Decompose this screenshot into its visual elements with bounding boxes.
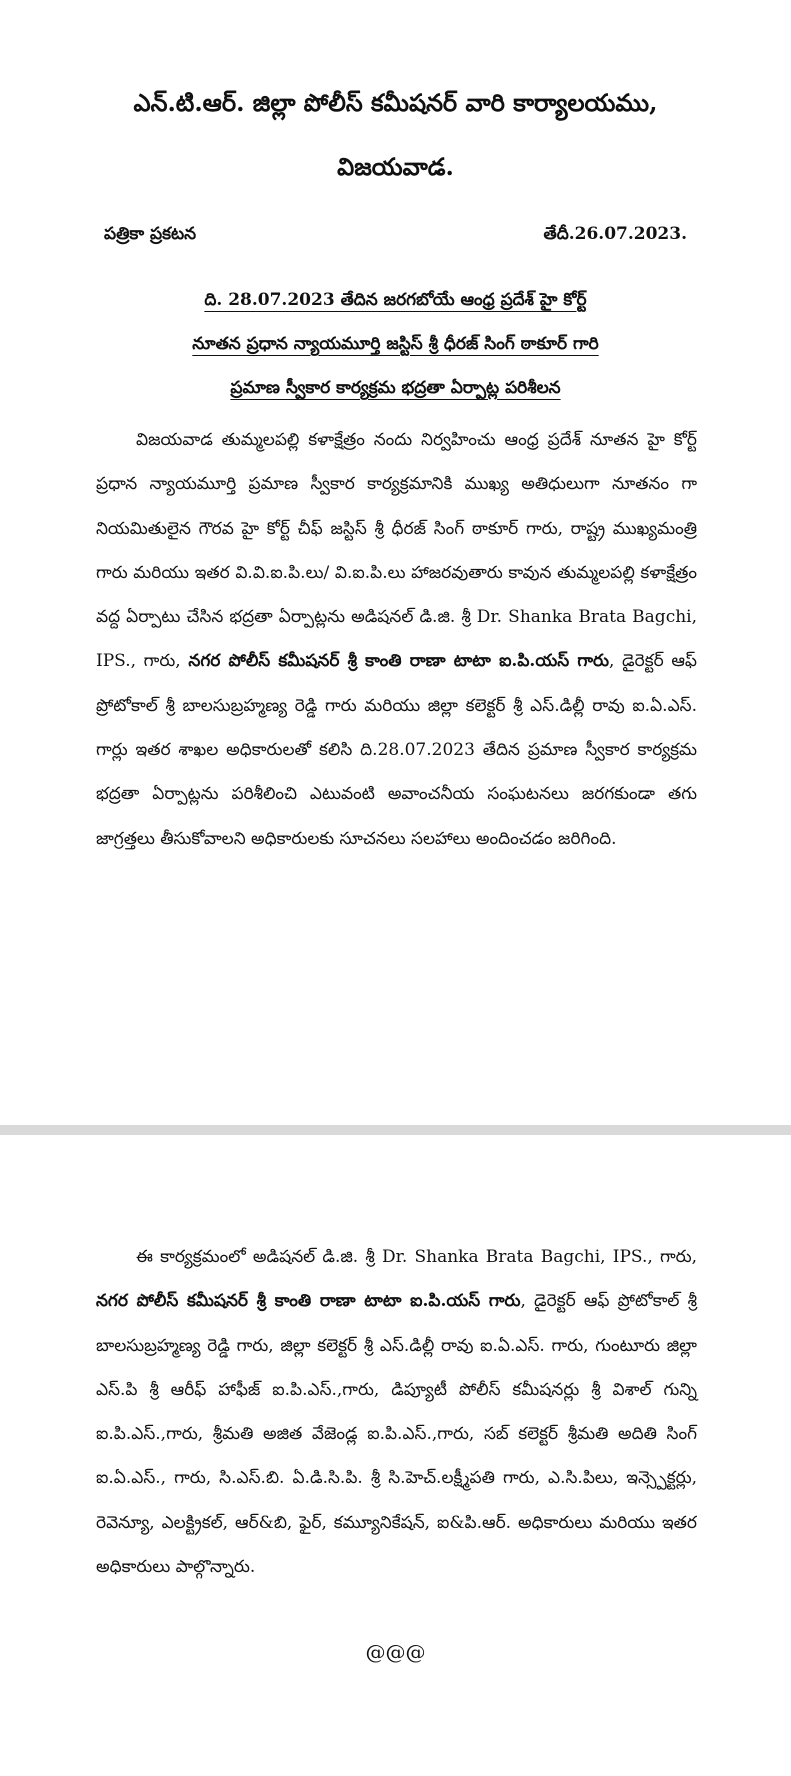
office-city: విజయవాడ. <box>337 152 454 181</box>
press-release-label: పత్రికా ప్రకటన <box>104 224 197 244</box>
paragraph-1-commissioner-bold: నగర పోలీస్ కమీషనర్ శ్రీ కాంతి రాణా టాటా ఐ.పి.యస్ గారు <box>188 651 609 672</box>
body-paragraph-1 <box>96 418 697 861</box>
body-paragraph-2 <box>96 1235 697 1589</box>
paragraph-2-text-a: ఈ కార్యక్రమంలో అడిషనల్ డి.జి. శ్రీ Dr. Shanka Brata Bagchi, IPS., గారు, <box>136 1247 697 1267</box>
subject-line-3: ప్రమాణ స్వీకార కార్యక్రమ భద్రతా ఏర్పాట్ల పరిశీలన <box>230 378 561 398</box>
document-page-2 <box>0 1135 791 1776</box>
office-title: ఎన్.టి.ఆర్. జిల్లా పోలీస్ కమీషనర్ వారి కార్యాలయము, <box>133 88 658 117</box>
subject-line-2: నూతన ప్రధాన న్యాయమూర్తి జస్టిస్ శ్రీ ధీరజ్ సింగ్ ఠాకూర్ గారి <box>192 334 599 354</box>
paragraph-1-text-b: , డైరెక్టర్ ఆఫ్ ప్రోటోకాల్ శ్రీ బాలసుబ్రహ్మణ్య రెడ్డి గారు మరియు జిల్లా కలెక్టర్ శ్రీ ఎస్.డిల్లీ రావు ఐ.ఏ.ఎస్. గార్లు ఇతర శాఖల అధికారులతో కలిసి ది.28.07.2023 తేదిన ప్రమాణ స్వీకార కార్యక్రమ భద్రతా ఏర్పాట్లను పరిశీలించి ఎటువంటి అవాంచనీయ సంఘటనలు జరగకుండా తగు జాగ్రత్తలు తీసుకోవాలని అధికారులకు సూచనలు సలహాలు అందించడం జరిగింది. <box>96 651 697 849</box>
paragraph-1-text-a: విజయవాడ తుమ్మలపల్లి కళాక్షేత్రం నందు నిర్వహించు ఆంధ్ర ప్రదేశ్ నూతన హై కోర్ట్ ప్రధాన న్యాయమూర్తి ప్రమాణ స్వీకార కార్యక్రమానికి ముఖ్య అతిధులుగా నూతనం గా నియమితులైన గౌరవ హై కోర్ట్ చీఫ్ జస్టిస్ శ్రీ ధీరజ్ సింగ్ ఠాకూర్ గారు, రాష్ట్ర ముఖ్యమంత్రి గారు మరియు ఇతర వి.వి.ఐ.పి.లు/ వి.ఐ.పి.లు హాజరవుతారు కావున తుమ్మలపల్లి కళాక్షేత్రం వద్ద ఏర్పాటు చేసిన భద్రతా ఏర్పాట్లను అడిషనల్ డి.జి. శ్రీ Dr. Shanka Brata Bagchi, IPS., గారు, <box>96 430 697 672</box>
subject-line-1: ది. 28.07.2023 తేదిన జరగబోయే ఆంధ్ర ప్రదేశ్ హై కోర్ట్ <box>204 290 587 310</box>
paragraph-2-commissioner-bold: నగర పోలీస్ కమీషనర్ శ్రీ కాంతి రాణా టాటా ఐ.పి.యస్ గారు <box>96 1291 521 1312</box>
release-date: తేదీ.26.07.2023. <box>543 224 687 244</box>
subject-block <box>0 278 791 410</box>
paragraph-2-text-b: , డైరెక్టర్ ఆఫ్ ప్రోటోకాల్ శ్రీ బాలసుబ్రహ్మణ్య రెడ్డి గారు, జిల్లా కలెక్టర్ శ్రీ ఎస్.డిల్లీ రావు ఐ.ఏ.ఎస్. గారు, గుంటూరు జిల్లా ఎస్.పి శ్రీ ఆరీఫ్ హాఫీజ్ ఐ.పి.ఎస్.,గారు, డిప్యూటీ పోలీస్ కమీషనర్లు శ్రీ విశాల్ గున్ని ఐ.పి.ఎస్.,గారు, శ్రీమతి అజిత వేజెండ్ల ఐ.పి.ఎస్.,గారు, సబ్ కలెక్టర్ శ్రీమతి అదితి సింగ్ ఐ.ఏ.ఎస్., గారు, సి.ఎస్.బి. ఏ.డి.సి.పి. శ్రీ సి.హెచ్.లక్ష్మీపతి గారు, ఎ.సి.పిలు, ఇన్స్పెక్టర్లు, రెవెన్యూ, ఎలక్ట్రికల్, ఆర్&బి, ఫైర్, కమ్యూనికేషన్, ఐ&పి.ఆర్. అధికారులు మరియు ఇతర అధికారులు పాల్గొన్నారు. <box>96 1291 697 1578</box>
end-mark: @@@ <box>365 1640 426 1664</box>
page-separator <box>0 1125 791 1135</box>
